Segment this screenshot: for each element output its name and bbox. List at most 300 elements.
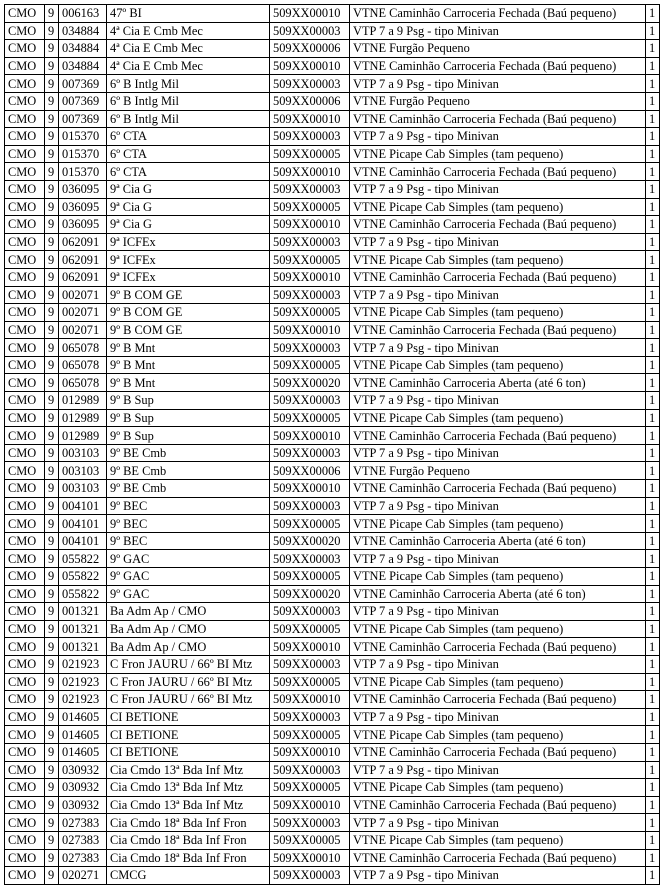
unit-cell: 9º B Sup: [107, 392, 270, 410]
command-cell: CMO: [5, 497, 45, 515]
table-row: [5, 374, 660, 392]
code-cell: 002071: [59, 286, 107, 304]
table-row: [5, 216, 660, 234]
code-cell: 002071: [59, 321, 107, 339]
code-cell: 004101: [59, 532, 107, 550]
table-row: [5, 708, 660, 726]
table-row: [5, 603, 660, 621]
vehicle-description-cell: VTP 7 a 9 Psg - tipo Minivan: [350, 814, 646, 832]
item-code-cell: 509XX00003: [270, 655, 350, 673]
table-row: [5, 321, 660, 339]
code-cell: 014605: [59, 743, 107, 761]
code-cell: 062091: [59, 268, 107, 286]
region-cell: 9: [45, 585, 59, 603]
quantity-cell: 1: [646, 515, 660, 533]
unit-cell: CI BETIONE: [107, 743, 270, 761]
command-cell: CMO: [5, 796, 45, 814]
code-cell: 020271: [59, 867, 107, 885]
code-cell: 007369: [59, 75, 107, 93]
quantity-cell: 1: [646, 409, 660, 427]
item-code-cell: 509XX00003: [270, 814, 350, 832]
region-cell: 9: [45, 620, 59, 638]
command-cell: CMO: [5, 743, 45, 761]
item-code-cell: 509XX00005: [270, 145, 350, 163]
command-cell: CMO: [5, 5, 45, 23]
unit-cell: Cia Cmdo 18ª Bda Inf Fron: [107, 831, 270, 849]
unit-cell: 9º BEC: [107, 515, 270, 533]
region-cell: 9: [45, 356, 59, 374]
quantity-cell: 1: [646, 268, 660, 286]
unit-cell: 9º BE Cmb: [107, 480, 270, 498]
region-cell: 9: [45, 497, 59, 515]
vehicle-description-cell: VTNE Picape Cab Simples (tam pequeno): [350, 356, 646, 374]
quantity-cell: 1: [646, 427, 660, 445]
unit-cell: 9º GAC: [107, 550, 270, 568]
vehicle-description-cell: VTP 7 a 9 Psg - tipo Minivan: [350, 339, 646, 357]
quantity-cell: 1: [646, 216, 660, 234]
item-code-cell: 509XX00006: [270, 462, 350, 480]
vehicle-description-cell: VTP 7 a 9 Psg - tipo Minivan: [350, 233, 646, 251]
item-code-cell: 509XX00010: [270, 427, 350, 445]
vehicle-description-cell: VTNE Caminhão Carroceria Fechada (Baú pequeno): [350, 163, 646, 181]
command-cell: CMO: [5, 374, 45, 392]
unit-cell: 9º B Mnt: [107, 339, 270, 357]
region-cell: 9: [45, 462, 59, 480]
table-row: [5, 444, 660, 462]
item-code-cell: 509XX00003: [270, 550, 350, 568]
quantity-cell: 1: [646, 75, 660, 93]
quantity-cell: 1: [646, 356, 660, 374]
table-row: [5, 268, 660, 286]
code-cell: 003103: [59, 462, 107, 480]
item-code-cell: 509XX00003: [270, 233, 350, 251]
item-code-cell: 509XX00005: [270, 831, 350, 849]
unit-cell: 9ª ICFEx: [107, 233, 270, 251]
item-code-cell: 509XX00003: [270, 867, 350, 885]
item-code-cell: 509XX00010: [270, 743, 350, 761]
vehicle-description-cell: VTP 7 a 9 Psg - tipo Minivan: [350, 708, 646, 726]
table-row: [5, 392, 660, 410]
item-code-cell: 509XX00005: [270, 779, 350, 797]
table-row: [5, 5, 660, 23]
vehicle-description-cell: VTP 7 a 9 Psg - tipo Minivan: [350, 867, 646, 885]
region-cell: 9: [45, 814, 59, 832]
vehicle-description-cell: VTP 7 a 9 Psg - tipo Minivan: [350, 444, 646, 462]
quantity-cell: 1: [646, 603, 660, 621]
unit-cell: C Fron JAURU / 66º BI Mtz: [107, 691, 270, 709]
region-cell: 9: [45, 444, 59, 462]
command-cell: CMO: [5, 198, 45, 216]
code-cell: 062091: [59, 251, 107, 269]
item-code-cell: 509XX00010: [270, 691, 350, 709]
region-cell: 9: [45, 339, 59, 357]
item-code-cell: 509XX00003: [270, 75, 350, 93]
command-cell: CMO: [5, 110, 45, 128]
table-row: [5, 22, 660, 40]
command-cell: CMO: [5, 849, 45, 867]
vehicle-description-cell: VTP 7 a 9 Psg - tipo Minivan: [350, 550, 646, 568]
item-code-cell: 509XX00010: [270, 216, 350, 234]
vehicle-description-cell: VTNE Picape Cab Simples (tam pequeno): [350, 304, 646, 322]
command-cell: CMO: [5, 409, 45, 427]
code-cell: 021923: [59, 655, 107, 673]
region-cell: 9: [45, 392, 59, 410]
command-cell: CMO: [5, 22, 45, 40]
command-cell: CMO: [5, 814, 45, 832]
vehicle-description-cell: VTP 7 a 9 Psg - tipo Minivan: [350, 603, 646, 621]
vehicle-description-cell: VTNE Picape Cab Simples (tam pequeno): [350, 831, 646, 849]
table-row: [5, 110, 660, 128]
region-cell: 9: [45, 321, 59, 339]
table-row: [5, 427, 660, 445]
command-cell: CMO: [5, 392, 45, 410]
code-cell: 012989: [59, 392, 107, 410]
region-cell: 9: [45, 849, 59, 867]
region-cell: 9: [45, 163, 59, 181]
command-cell: CMO: [5, 585, 45, 603]
command-cell: CMO: [5, 128, 45, 146]
vehicle-description-cell: VTP 7 a 9 Psg - tipo Minivan: [350, 75, 646, 93]
unit-cell: 6º CTA: [107, 145, 270, 163]
unit-cell: CMCG: [107, 867, 270, 885]
vehicle-description-cell: VTNE Picape Cab Simples (tam pequeno): [350, 726, 646, 744]
vehicle-description-cell: VTNE Picape Cab Simples (tam pequeno): [350, 515, 646, 533]
command-cell: CMO: [5, 726, 45, 744]
command-cell: CMO: [5, 708, 45, 726]
region-cell: 9: [45, 831, 59, 849]
quantity-cell: 1: [646, 673, 660, 691]
table-row: [5, 814, 660, 832]
unit-cell: 9º BE Cmb: [107, 444, 270, 462]
command-cell: CMO: [5, 568, 45, 586]
item-code-cell: 509XX00020: [270, 374, 350, 392]
quantity-cell: 1: [646, 92, 660, 110]
item-code-cell: 509XX00005: [270, 726, 350, 744]
quantity-cell: 1: [646, 198, 660, 216]
command-cell: CMO: [5, 286, 45, 304]
unit-cell: Ba Adm Ap / CMO: [107, 620, 270, 638]
region-cell: 9: [45, 796, 59, 814]
code-cell: 055822: [59, 585, 107, 603]
quantity-cell: 1: [646, 392, 660, 410]
unit-cell: 9ª ICFEx: [107, 251, 270, 269]
vehicle-description-cell: VTNE Caminhão Carroceria Fechada (Baú pequeno): [350, 268, 646, 286]
vehicle-description-cell: VTNE Caminhão Carroceria Fechada (Baú pequeno): [350, 5, 646, 23]
unit-cell: 6º B Intlg Mil: [107, 92, 270, 110]
unit-cell: 9º GAC: [107, 568, 270, 586]
vehicle-description-cell: VTNE Furgão Pequeno: [350, 40, 646, 58]
code-cell: 065078: [59, 374, 107, 392]
command-cell: CMO: [5, 603, 45, 621]
vehicle-description-cell: VTNE Furgão Pequeno: [350, 92, 646, 110]
item-code-cell: 509XX00005: [270, 409, 350, 427]
region-cell: 9: [45, 304, 59, 322]
item-code-cell: 509XX00003: [270, 761, 350, 779]
unit-cell: 9º B Mnt: [107, 374, 270, 392]
region-cell: 9: [45, 75, 59, 93]
code-cell: 007369: [59, 110, 107, 128]
region-cell: 9: [45, 216, 59, 234]
unit-cell: 47º BI: [107, 5, 270, 23]
item-code-cell: 509XX00005: [270, 568, 350, 586]
quantity-cell: 1: [646, 480, 660, 498]
code-cell: 030932: [59, 779, 107, 797]
quantity-cell: 1: [646, 339, 660, 357]
quantity-cell: 1: [646, 163, 660, 181]
table-row: [5, 550, 660, 568]
quantity-cell: 1: [646, 849, 660, 867]
region-cell: 9: [45, 867, 59, 885]
unit-cell: 9ª Cia G: [107, 216, 270, 234]
table-row: [5, 761, 660, 779]
command-cell: CMO: [5, 691, 45, 709]
region-cell: 9: [45, 40, 59, 58]
code-cell: 027383: [59, 814, 107, 832]
region-cell: 9: [45, 22, 59, 40]
table-row: [5, 796, 660, 814]
vehicle-description-cell: VTP 7 a 9 Psg - tipo Minivan: [350, 128, 646, 146]
command-cell: CMO: [5, 180, 45, 198]
vehicle-description-cell: VTNE Caminhão Carroceria Fechada (Baú pequeno): [350, 796, 646, 814]
code-cell: 055822: [59, 550, 107, 568]
quantity-cell: 1: [646, 867, 660, 885]
region-cell: 9: [45, 409, 59, 427]
code-cell: 062091: [59, 233, 107, 251]
unit-cell: 6º CTA: [107, 128, 270, 146]
item-code-cell: 509XX00005: [270, 356, 350, 374]
unit-cell: Ba Adm Ap / CMO: [107, 638, 270, 656]
command-cell: CMO: [5, 444, 45, 462]
table-row: [5, 515, 660, 533]
item-code-cell: 509XX00010: [270, 796, 350, 814]
table-row: [5, 145, 660, 163]
vehicle-description-cell: VTP 7 a 9 Psg - tipo Minivan: [350, 761, 646, 779]
table-row: [5, 163, 660, 181]
item-code-cell: 509XX00005: [270, 620, 350, 638]
code-cell: 003103: [59, 444, 107, 462]
table-row: [5, 831, 660, 849]
unit-cell: 6º B Intlg Mil: [107, 75, 270, 93]
table-row: [5, 40, 660, 58]
code-cell: 003103: [59, 480, 107, 498]
item-code-cell: 509XX00010: [270, 268, 350, 286]
quantity-cell: 1: [646, 743, 660, 761]
code-cell: 015370: [59, 128, 107, 146]
code-cell: 065078: [59, 356, 107, 374]
table-row: [5, 462, 660, 480]
region-cell: 9: [45, 532, 59, 550]
unit-cell: 9ª ICFEx: [107, 268, 270, 286]
vehicle-description-cell: VTNE Caminhão Carroceria Fechada (Baú pequeno): [350, 480, 646, 498]
code-cell: 036095: [59, 180, 107, 198]
command-cell: CMO: [5, 480, 45, 498]
vehicle-description-cell: VTNE Picape Cab Simples (tam pequeno): [350, 198, 646, 216]
region-cell: 9: [45, 268, 59, 286]
command-cell: CMO: [5, 673, 45, 691]
code-cell: 002071: [59, 304, 107, 322]
quantity-cell: 1: [646, 128, 660, 146]
unit-cell: 9º BEC: [107, 497, 270, 515]
unit-cell: 4ª Cia E Cmb Mec: [107, 40, 270, 58]
command-cell: CMO: [5, 638, 45, 656]
unit-cell: 9ª Cia G: [107, 198, 270, 216]
vehicle-description-cell: VTP 7 a 9 Psg - tipo Minivan: [350, 392, 646, 410]
command-cell: CMO: [5, 40, 45, 58]
item-code-cell: 509XX00010: [270, 480, 350, 498]
item-code-cell: 509XX00003: [270, 708, 350, 726]
unit-cell: 9º GAC: [107, 585, 270, 603]
command-cell: CMO: [5, 620, 45, 638]
vehicle-description-cell: VTNE Caminhão Carroceria Aberta (até 6 ton): [350, 585, 646, 603]
command-cell: CMO: [5, 304, 45, 322]
quantity-cell: 1: [646, 655, 660, 673]
region-cell: 9: [45, 251, 59, 269]
code-cell: 007369: [59, 92, 107, 110]
code-cell: 021923: [59, 673, 107, 691]
table-row: [5, 532, 660, 550]
table-row: [5, 726, 660, 744]
unit-cell: 4ª Cia E Cmb Mec: [107, 57, 270, 75]
region-cell: 9: [45, 673, 59, 691]
region-cell: 9: [45, 145, 59, 163]
quantity-cell: 1: [646, 321, 660, 339]
table-row: [5, 673, 660, 691]
table-row: [5, 655, 660, 673]
code-cell: 001321: [59, 638, 107, 656]
command-cell: CMO: [5, 75, 45, 93]
table-row: [5, 198, 660, 216]
quantity-cell: 1: [646, 40, 660, 58]
quantity-cell: 1: [646, 444, 660, 462]
code-cell: 014605: [59, 708, 107, 726]
vehicle-description-cell: VTNE Caminhão Carroceria Fechada (Baú pequeno): [350, 110, 646, 128]
quantity-cell: 1: [646, 779, 660, 797]
code-cell: 027383: [59, 831, 107, 849]
table-row: [5, 497, 660, 515]
table-row: [5, 743, 660, 761]
command-cell: CMO: [5, 427, 45, 445]
unit-cell: 6º B Intlg Mil: [107, 110, 270, 128]
quantity-cell: 1: [646, 814, 660, 832]
code-cell: 034884: [59, 22, 107, 40]
unit-cell: 9º B COM GE: [107, 286, 270, 304]
item-code-cell: 509XX00006: [270, 40, 350, 58]
vehicle-description-cell: VTNE Picape Cab Simples (tam pequeno): [350, 620, 646, 638]
quantity-cell: 1: [646, 691, 660, 709]
quantity-cell: 1: [646, 585, 660, 603]
unit-cell: CI BETIONE: [107, 726, 270, 744]
item-code-cell: 509XX00003: [270, 180, 350, 198]
code-cell: 055822: [59, 568, 107, 586]
vehicle-description-cell: VTNE Furgão Pequeno: [350, 462, 646, 480]
region-cell: 9: [45, 57, 59, 75]
table-row: [5, 409, 660, 427]
command-cell: CMO: [5, 462, 45, 480]
code-cell: 034884: [59, 40, 107, 58]
region-cell: 9: [45, 655, 59, 673]
table-row: [5, 620, 660, 638]
table-row: [5, 691, 660, 709]
region-cell: 9: [45, 603, 59, 621]
unit-cell: 9º B Sup: [107, 409, 270, 427]
table-row: [5, 233, 660, 251]
command-cell: CMO: [5, 268, 45, 286]
unit-cell: Cia Cmdo 13ª Bda Inf Mtz: [107, 796, 270, 814]
table-row: [5, 356, 660, 374]
item-code-cell: 509XX00003: [270, 286, 350, 304]
table-row: [5, 585, 660, 603]
vehicle-description-cell: VTNE Caminhão Carroceria Aberta (até 6 ton): [350, 532, 646, 550]
table-row: [5, 480, 660, 498]
table-row: [5, 849, 660, 867]
vehicle-allocation-table: [4, 4, 660, 885]
unit-cell: Cia Cmdo 13ª Bda Inf Mtz: [107, 779, 270, 797]
vehicle-description-cell: VTNE Picape Cab Simples (tam pequeno): [350, 779, 646, 797]
quantity-cell: 1: [646, 568, 660, 586]
code-cell: 014605: [59, 726, 107, 744]
quantity-cell: 1: [646, 761, 660, 779]
table-row: [5, 180, 660, 198]
command-cell: CMO: [5, 216, 45, 234]
item-code-cell: 509XX00010: [270, 163, 350, 181]
item-code-cell: 509XX00010: [270, 849, 350, 867]
code-cell: 001321: [59, 603, 107, 621]
command-cell: CMO: [5, 550, 45, 568]
quantity-cell: 1: [646, 374, 660, 392]
item-code-cell: 509XX00003: [270, 339, 350, 357]
vehicle-description-cell: VTNE Caminhão Carroceria Fechada (Baú pequeno): [350, 321, 646, 339]
vehicle-description-cell: VTNE Picape Cab Simples (tam pequeno): [350, 145, 646, 163]
unit-cell: 4ª Cia E Cmb Mec: [107, 22, 270, 40]
item-code-cell: 509XX00003: [270, 392, 350, 410]
item-code-cell: 509XX00010: [270, 5, 350, 23]
region-cell: 9: [45, 761, 59, 779]
item-code-cell: 509XX00005: [270, 673, 350, 691]
code-cell: 021923: [59, 691, 107, 709]
command-cell: CMO: [5, 831, 45, 849]
unit-cell: CI BETIONE: [107, 708, 270, 726]
vehicle-description-cell: VTP 7 a 9 Psg - tipo Minivan: [350, 180, 646, 198]
command-cell: CMO: [5, 532, 45, 550]
region-cell: 9: [45, 5, 59, 23]
region-cell: 9: [45, 743, 59, 761]
quantity-cell: 1: [646, 708, 660, 726]
item-code-cell: 509XX00010: [270, 321, 350, 339]
table-row: [5, 92, 660, 110]
quantity-cell: 1: [646, 22, 660, 40]
item-code-cell: 509XX00020: [270, 532, 350, 550]
unit-cell: 9ª Cia G: [107, 180, 270, 198]
quantity-cell: 1: [646, 620, 660, 638]
region-cell: 9: [45, 128, 59, 146]
table-row: [5, 304, 660, 322]
region-cell: 9: [45, 568, 59, 586]
vehicle-description-cell: VTP 7 a 9 Psg - tipo Minivan: [350, 22, 646, 40]
quantity-cell: 1: [646, 251, 660, 269]
command-cell: CMO: [5, 761, 45, 779]
unit-cell: 9º B Sup: [107, 427, 270, 445]
item-code-cell: 509XX00010: [270, 110, 350, 128]
table-body: [5, 5, 660, 885]
command-cell: CMO: [5, 57, 45, 75]
region-cell: 9: [45, 92, 59, 110]
vehicle-description-cell: VTNE Picape Cab Simples (tam pequeno): [350, 673, 646, 691]
table-row: [5, 75, 660, 93]
quantity-cell: 1: [646, 726, 660, 744]
quantity-cell: 1: [646, 462, 660, 480]
quantity-cell: 1: [646, 286, 660, 304]
unit-cell: 9º BEC: [107, 532, 270, 550]
